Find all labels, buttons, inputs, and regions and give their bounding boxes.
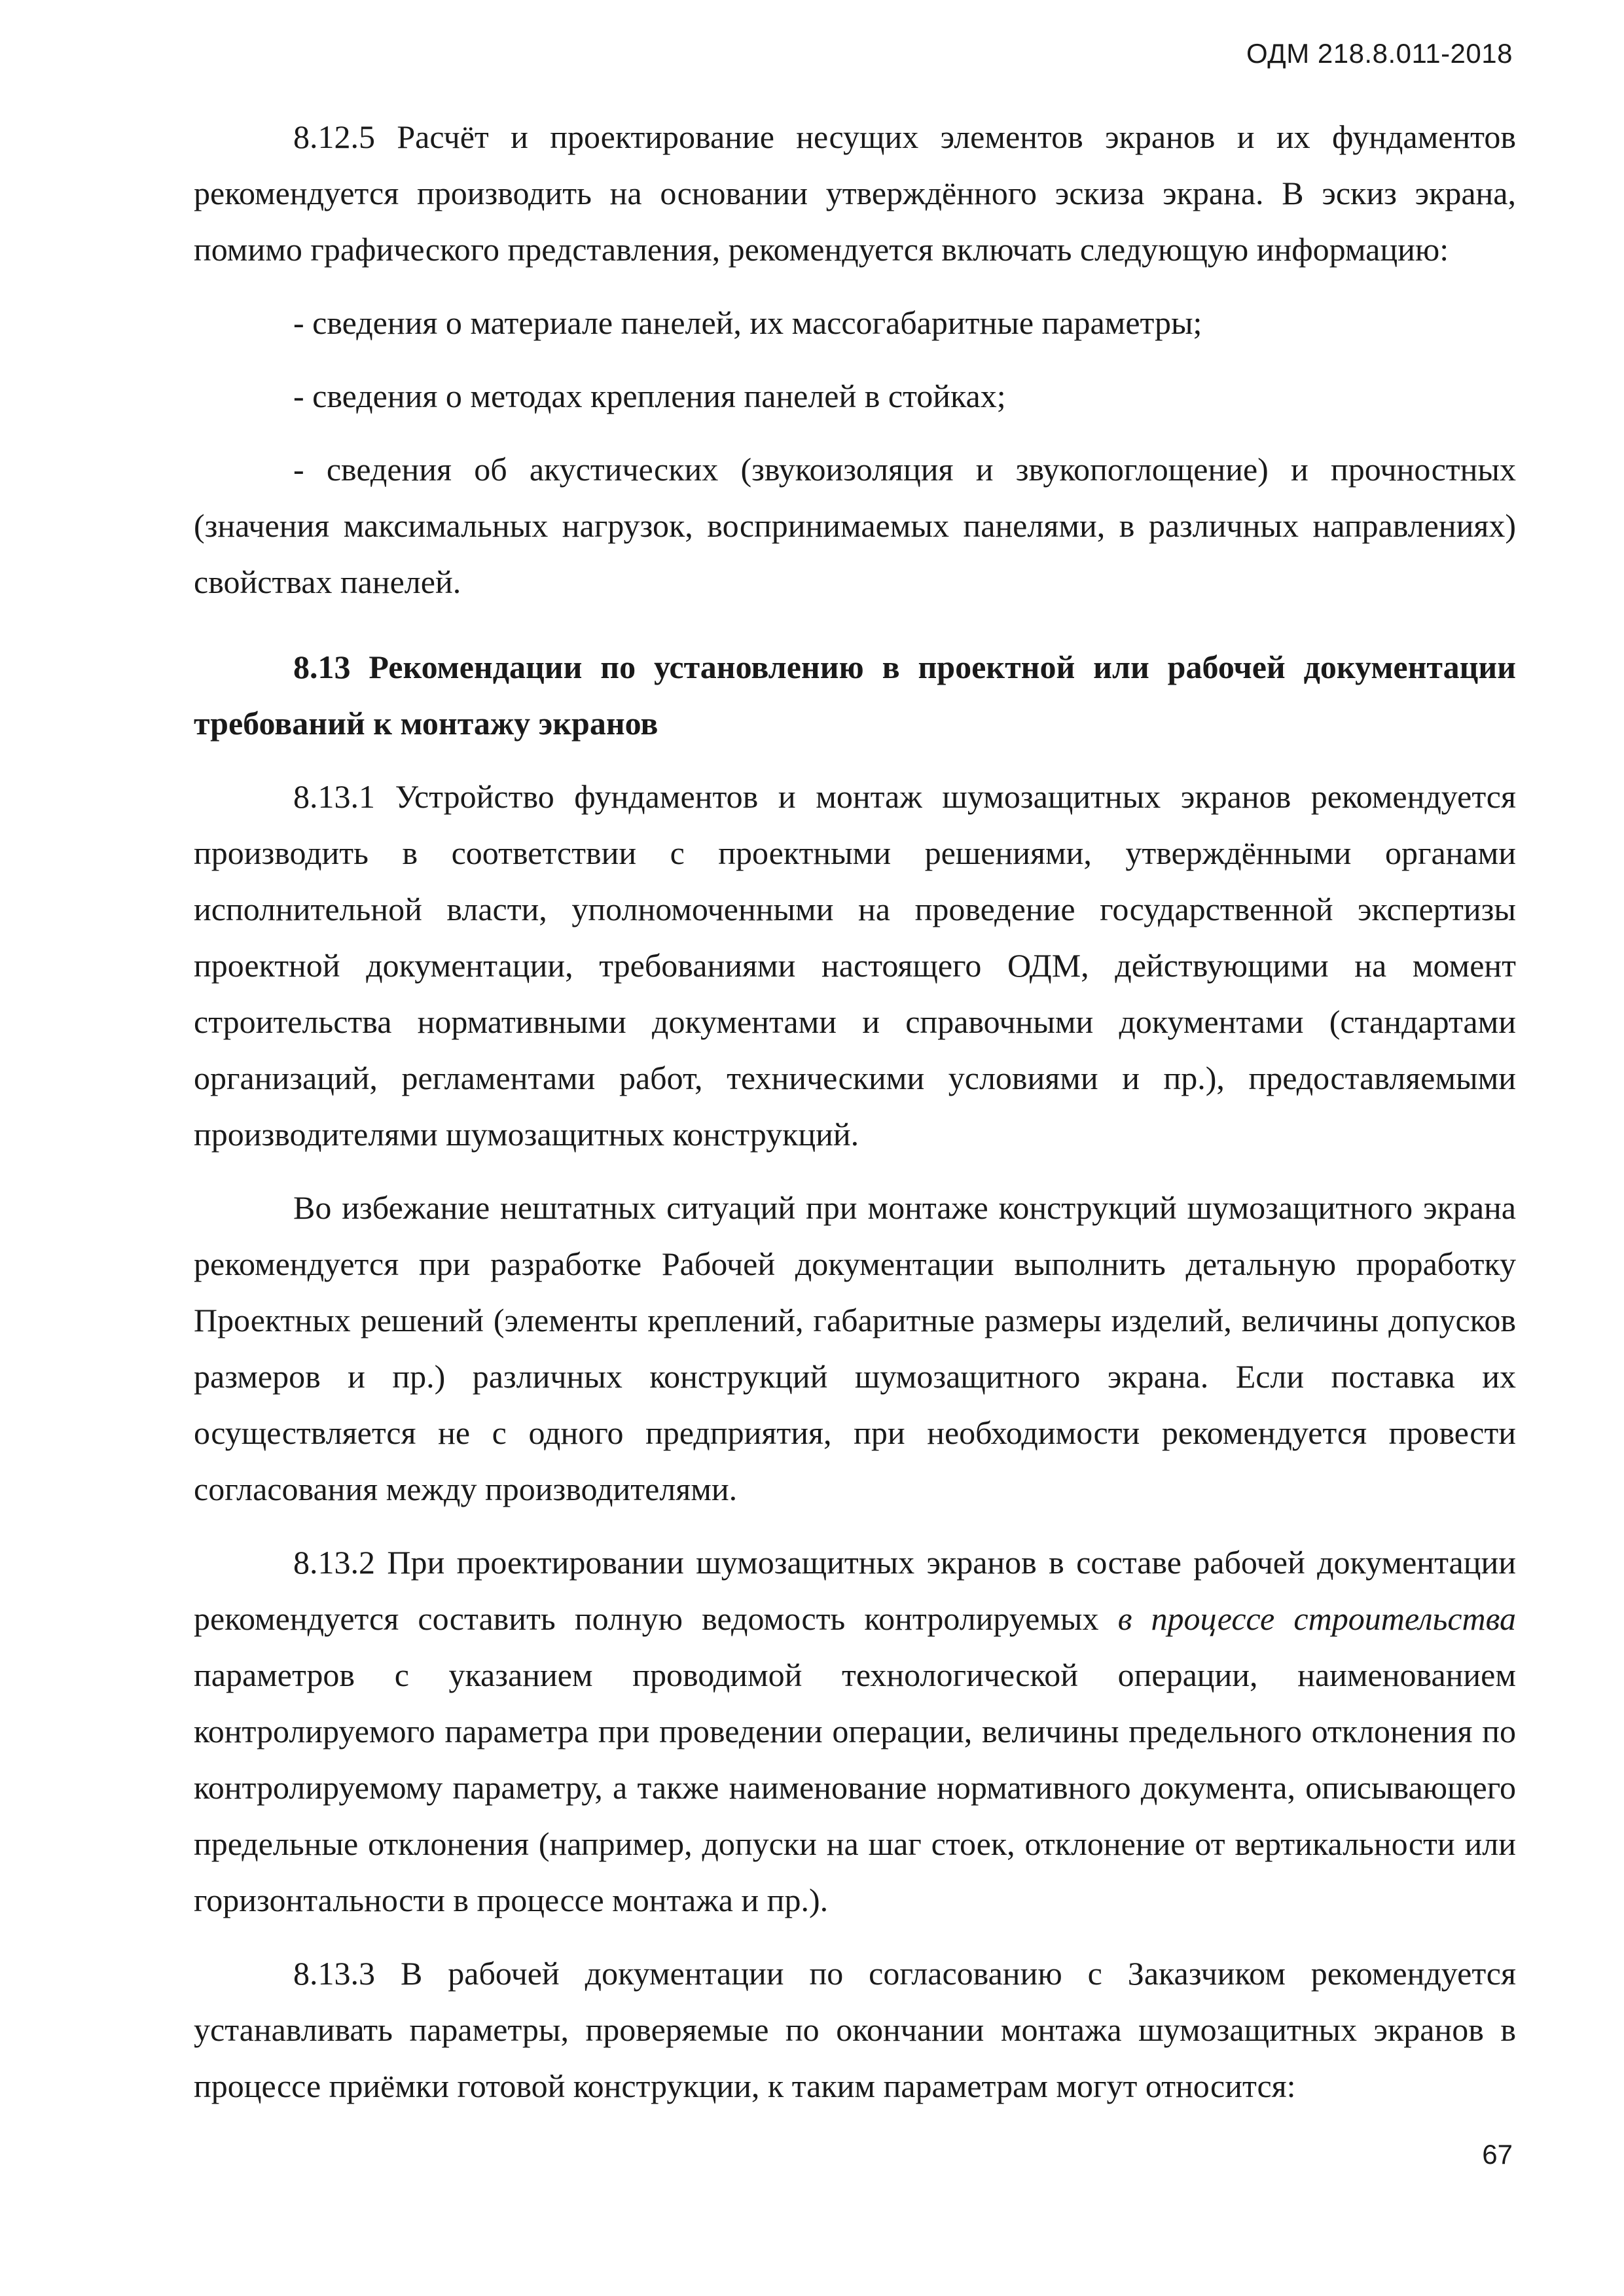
section-heading-8-13: 8.13 Рекомендации по установлению в проектной или рабочей документации требований к монтажу экранов	[194, 649, 1516, 742]
page-body	[194, 109, 1516, 2114]
document-code: ОДМ 218.8.011-2018	[1246, 38, 1513, 69]
paragraph-8-13-2	[194, 1534, 1516, 1928]
paragraph-avoid-emergencies: Во избежание нештатных ситуаций при монтаже конструкций шумозащитного экрана рекомендуется при разработке Рабочей документации выполнить детальную проработку Проектных решений (элементы креплений, габаритные размеры изделий, величины допусков размеров и пр.) различных конструкций шумозащитного экрана. Если поставка их осуществляется не с одного предприятия, при необходимости рекомендуется провести согласования между производителями.	[194, 1189, 1516, 1507]
paragraph-8-13-1: 8.13.1 Устройство фундаментов и монтаж шумозащитных экранов рекомендуется производить в соответствии с проектными решениями, утверждёнными органами исполнительной власти, уполномоченными на проведение государственной экспертизы проектной документации, требованиями настоящего ОДМ, действующими на момент строительства нормативными документами и справочными документами (стандартами организаций, регламентами работ, техническими условиями и пр.), предоставляемыми производителями шумозащитных конструкций.	[194, 778, 1516, 1153]
list-item: - сведения о материале панелей, их массогабаритные параметры;	[293, 304, 1202, 341]
list-item: - сведения о методах крепления панелей в стойках;	[293, 378, 1006, 414]
paragraph-text: 8.13.2 При проектировании шумозащитных экранов в составе рабочей документации рекомендуется составить полную ведомость контролируемых	[194, 1544, 1516, 1637]
list-item: - сведения об акустических (звукоизоляция и звукопоглощение) и прочностных (значения максимальных нагрузок, воспринимаемых панелями, в различных направлениях) свойствах панелей.	[194, 451, 1516, 600]
italic-phrase: в процессе строительства	[1117, 1600, 1516, 1637]
paragraph-text: параметров с указанием проводимой технологической операции, наименованием контролируемого параметра при проведении операции, величины предельного отклонения по контролируемому параметру, а также наименование нормативного документа, описывающего предельные отклонения (например, допуски на шаг стоек, отклонение от вертикальности или горизонтальности в процессе монтажа и пр.).	[194, 1657, 1516, 1918]
paragraph-8-13-3: 8.13.3 В рабочей документации по согласованию с Заказчиком рекомендуется устанавливать параметры, проверяемые по окончании монтажа шумозащитных экранов в процессе приёмки готовой конструкции, к таким параметрам могут относится:	[194, 1955, 1516, 2104]
page-number: 67	[1482, 2139, 1513, 2170]
paragraph-8-12-5: 8.12.5 Расчёт и проектирование несущих элементов экранов и их фундаментов рекомендуется производить на основании утверждённого эскиза экрана. В эскиз экрана, помимо графического представления, рекомендуется включать следующую информацию:	[194, 118, 1516, 268]
